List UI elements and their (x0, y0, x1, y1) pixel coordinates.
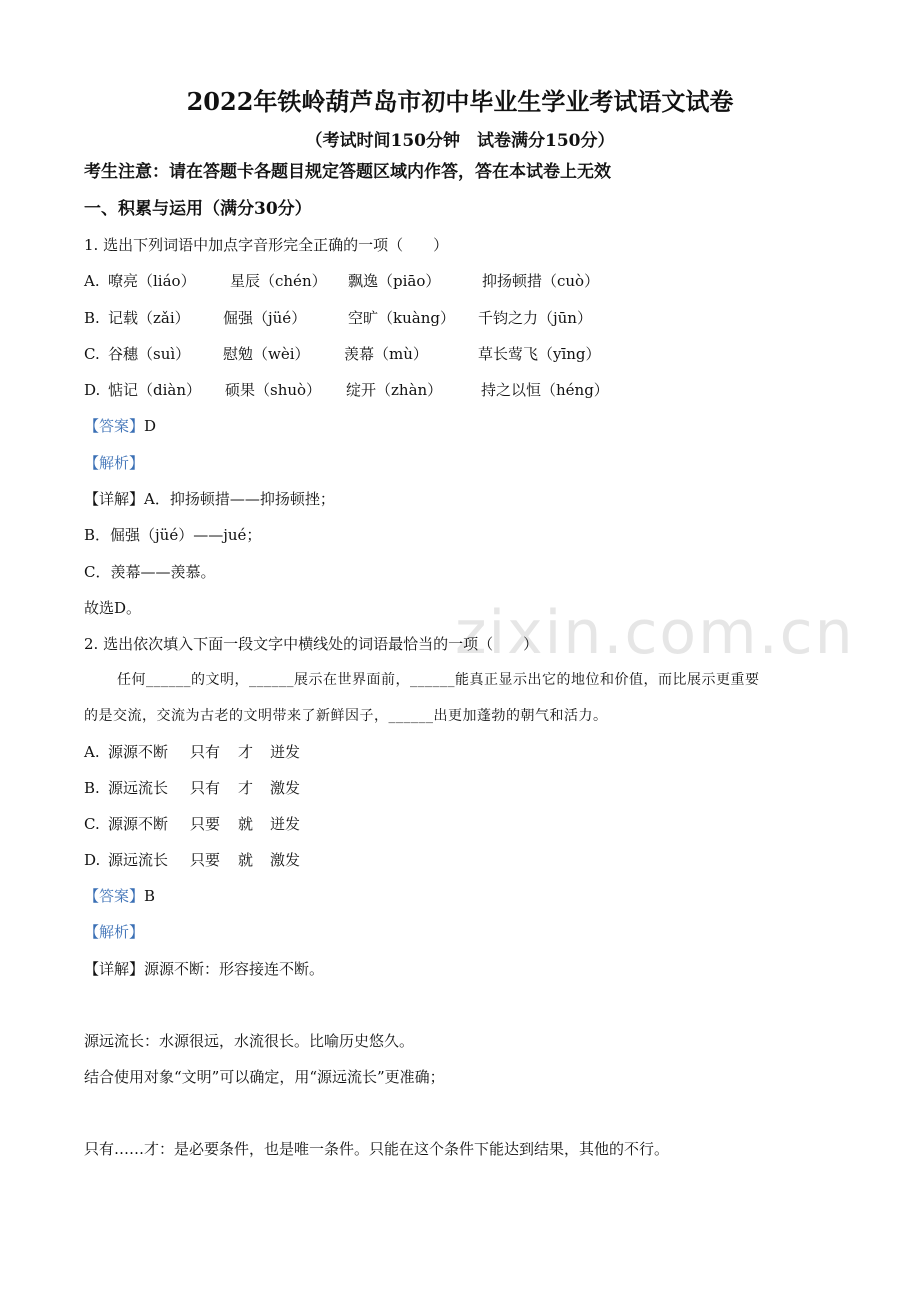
answer-tag: 【答案】 (84, 887, 145, 905)
option-word: 硕果（shuò） (225, 381, 322, 399)
answer-value: B (144, 887, 156, 905)
option-word: 记载（zǎi） (108, 309, 190, 327)
option-word: 才 (238, 779, 254, 797)
option-word: 千钧之力（jūn） (478, 309, 592, 327)
q1-stem: 1. 选出下列词语中加点字音形完全正确的一项（ ） (84, 236, 449, 254)
option-word: 持之以恒（héng） (481, 381, 609, 399)
option-label: B. (84, 309, 100, 327)
option-word: 才 (238, 743, 254, 761)
q1-detail-line: B．倔强（jüé）——jué； (84, 526, 262, 544)
option-label: C. (84, 815, 100, 833)
option-word: 绽开（zhàn） (346, 381, 443, 399)
option-word: 慰勉（wèi） (223, 345, 310, 363)
option-word: 谷穗（suì） (108, 345, 191, 363)
option-label: D. (84, 381, 101, 399)
watermark: zixin.com.cn (455, 598, 855, 668)
option-word: 惦记（diàn） (108, 381, 202, 399)
option-word: 星辰（chén） (230, 272, 327, 290)
q2-passage-line: 任何______的文明，______展示在世界面前，______能真正显示出它的地位和价值，而比展示更重要 (117, 672, 760, 688)
option-word: 草长莺飞（yīng） (478, 345, 601, 363)
option-word: 源远流长 (108, 779, 169, 797)
q2-passage-line: 的是交流，交流为古老的文明带来了新鲜因子，______出更加蓬勃的朝气和活力。 (84, 708, 608, 724)
option-word: 倔强（jüé） (223, 309, 307, 327)
exam-title: 2022年铁岭葫芦岛市初中毕业生学业考试语文试卷 (186, 87, 734, 116)
option-word: 就 (238, 815, 254, 833)
q2-detail-line: 源远流长：水源很远，水流很长。比喻历史悠久。 (84, 1032, 415, 1050)
option-label: C. (84, 345, 100, 363)
option-label: A. (84, 272, 100, 290)
q1-detail-line: 故选D。 (84, 599, 142, 617)
answer-value: D (144, 417, 157, 435)
option-word: 抑扬顿措（cuò） (482, 272, 600, 290)
exam-subtitle: （考试时间150分钟 试卷满分150分） (305, 131, 615, 151)
notice: 考生注意：请在答题卡各题目规定答题区域内作答，答在本试卷上无效 (84, 162, 611, 182)
q2-detail-line: 只有……才：是必要条件，也是唯一条件。只能在这个条件下能达到结果，其他的不行。 (84, 1140, 670, 1158)
option-word: 只有 (190, 743, 221, 761)
option-word: 羡幕（mù） (344, 345, 428, 363)
q1-analysis-tag: 【解析】 (84, 454, 145, 472)
q2-detail-line: 结合使用对象“文明”可以确定，用“源远流长”更准确； (84, 1068, 445, 1086)
answer-tag: 【答案】 (84, 417, 145, 435)
option-word: 源源不断 (108, 815, 169, 833)
option-word: 嘹亮（liáo） (108, 272, 196, 290)
q2-detail-line: 【详解】源源不断：形容接连不断。 (84, 960, 325, 978)
option-word: 激发 (270, 851, 301, 869)
section-heading: 一、积累与运用（满分30分） (84, 199, 312, 219)
option-word: 源远流长 (108, 851, 169, 869)
option-label: A. (84, 743, 100, 761)
option-label: B. (84, 779, 100, 797)
q2-stem: 2. 选出依次填入下面一段文字中横线处的词语最恰当的一项（ ） (84, 635, 539, 653)
q1-detail-line: 【详解】A．抑扬顿措——抑扬顿挫； (84, 490, 335, 508)
option-word: 空旷（kuàng） (348, 309, 455, 327)
option-word: 只有 (190, 779, 221, 797)
q2-answer (84, 885, 155, 907)
q2-analysis-tag: 【解析】 (84, 923, 145, 941)
option-word: 源源不断 (108, 743, 169, 761)
option-word: 迸发 (270, 743, 301, 761)
option-word: 只要 (190, 851, 221, 869)
option-word: 飘逸（piāo） (348, 272, 441, 290)
option-word: 就 (238, 851, 254, 869)
q1-detail-line: C．羡幕——羡慕。 (84, 563, 216, 581)
option-word: 激发 (270, 779, 301, 797)
option-label: D. (84, 851, 101, 869)
q1-answer (84, 415, 156, 437)
option-word: 迸发 (270, 815, 301, 833)
option-word: 只要 (190, 815, 221, 833)
